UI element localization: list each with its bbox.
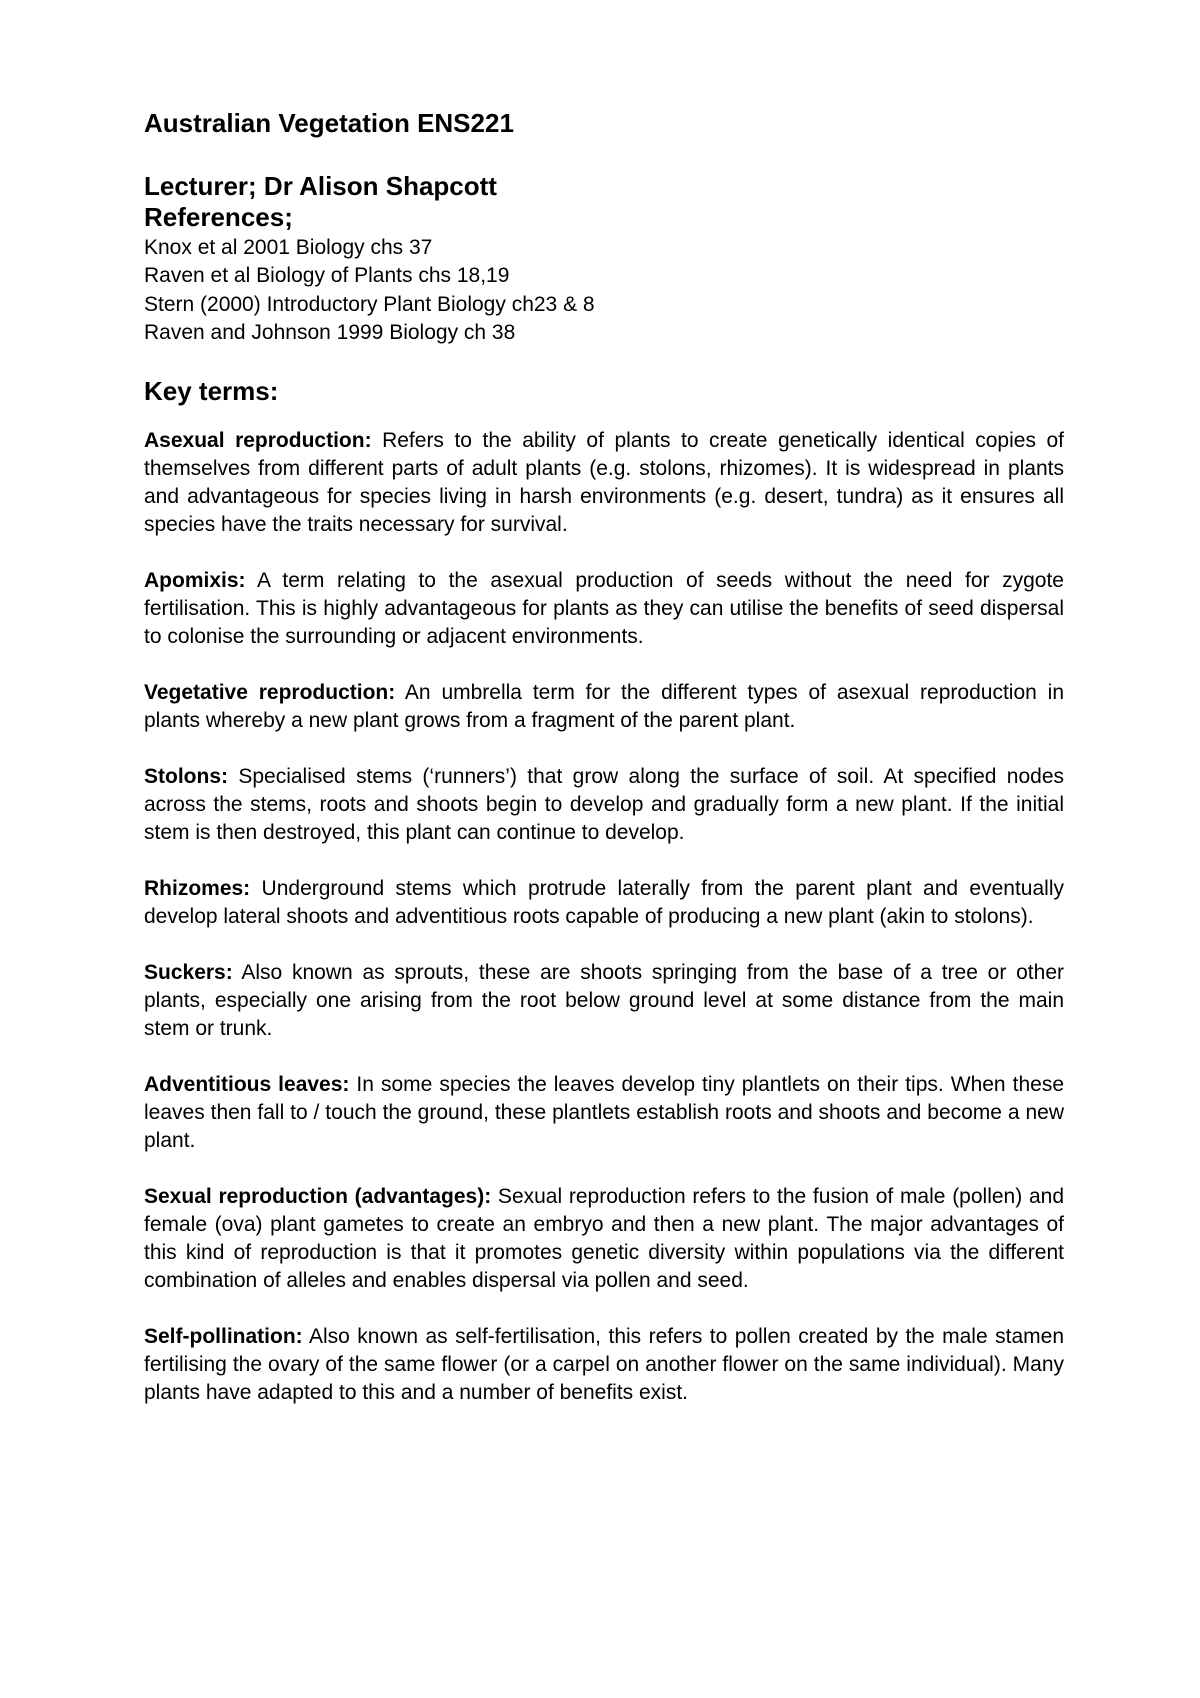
term-name: Stolons: <box>144 764 228 788</box>
term-definition: Also known as self-fertilisation, this refers to pollen created by the male stamen fertilising the ovary of the same flower (or a carpel on another flower on the same individual). Many plants have adapted to this and a number of benefits exist. <box>144 1324 1064 1404</box>
term-vegetative-reproduction <box>144 679 1064 735</box>
term-definition: Underground stems which protrude laterally from the parent plant and eventually develop lateral shoots and adventitious roots capable of producing a new plant (akin to stolons). <box>144 876 1064 928</box>
term-name: Asexual reproduction: <box>144 428 372 452</box>
document-page <box>144 108 1064 1435</box>
term-definition: Sexual reproduction refers to the fusion of male (pollen) and female (ova) plant gametes to create an embryo and then a new plant. The major advantages of this kind of reproduction is that it promotes genetic diversity within populations via the different combination of alleles and enables dispersal via pollen and seed. <box>144 1184 1064 1292</box>
term-apomixis <box>144 567 1064 651</box>
term-definition: Specialised stems (‘runners’) that grow along the surface of soil. At specified nodes across the stems, roots and shoots begin to develop and gradually form a new plant. If the initial stem is then destroyed, this plant can continue to develop. <box>144 764 1064 844</box>
term-name: Self-pollination: <box>144 1324 303 1348</box>
reference-item: Knox et al 2001 Biology chs 37 <box>144 235 433 259</box>
references-list <box>144 234 1064 348</box>
term-asexual-reproduction <box>144 427 1064 539</box>
term-definition: An umbrella term for the different types of asexual reproduction in plants whereby a new plant grows from a fragment of the parent plant. <box>144 680 1064 732</box>
term-definition: In some species the leaves develop tiny plantlets on their tips. When these leaves then fall to / touch the ground, these plantlets establish roots and shoots and become a new plant. <box>144 1072 1064 1152</box>
reference-item: Stern (2000) Introductory Plant Biology ch23 & 8 <box>144 292 595 316</box>
term-name: Vegetative reproduction: <box>144 680 396 704</box>
term-self-pollination <box>144 1323 1064 1407</box>
term-name: Adventitious leaves: <box>144 1072 350 1096</box>
term-definition: Also known as sprouts, these are shoots springing from the base of a tree or other plants, especially one arising from the root below ground level at some distance from the main stem or trunk. <box>144 960 1064 1040</box>
document-title: Australian Vegetation ENS221 <box>144 108 514 138</box>
reference-item: Raven et al Biology of Plants chs 18,19 <box>144 264 510 288</box>
reference-item: Raven and Johnson 1999 Biology ch 38 <box>144 321 516 345</box>
term-suckers <box>144 959 1064 1043</box>
key-terms-heading: Key terms: <box>144 375 279 406</box>
lecturer-line: Lecturer; Dr Alison Shapcott <box>144 171 497 202</box>
term-adventitious-leaves <box>144 1071 1064 1155</box>
term-name: Sexual reproduction (advantages): <box>144 1184 492 1208</box>
term-name: Suckers: <box>144 960 233 984</box>
term-name: Rhizomes: <box>144 876 251 900</box>
references-heading: References; <box>144 202 293 233</box>
term-stolons <box>144 763 1064 847</box>
term-definition: A term relating to the asexual production of seeds without the need for zygote fertilisation. This is highly advantageous for plants as they can utilise the benefits of seed dispersal to colonise the surrounding or adjacent environments. <box>144 568 1064 648</box>
term-sexual-reproduction <box>144 1183 1064 1295</box>
term-definition: Refers to the ability of plants to create genetically identical copies of themselves from different parts of adult plants (e.g. stolons, rhizomes). It is widespread in plants and advantageous for species living in harsh environments (e.g. desert, tundra) as it ensures all species have the traits necessary for survival. <box>144 428 1064 536</box>
term-name: Apomixis: <box>144 568 246 592</box>
term-rhizomes <box>144 875 1064 931</box>
